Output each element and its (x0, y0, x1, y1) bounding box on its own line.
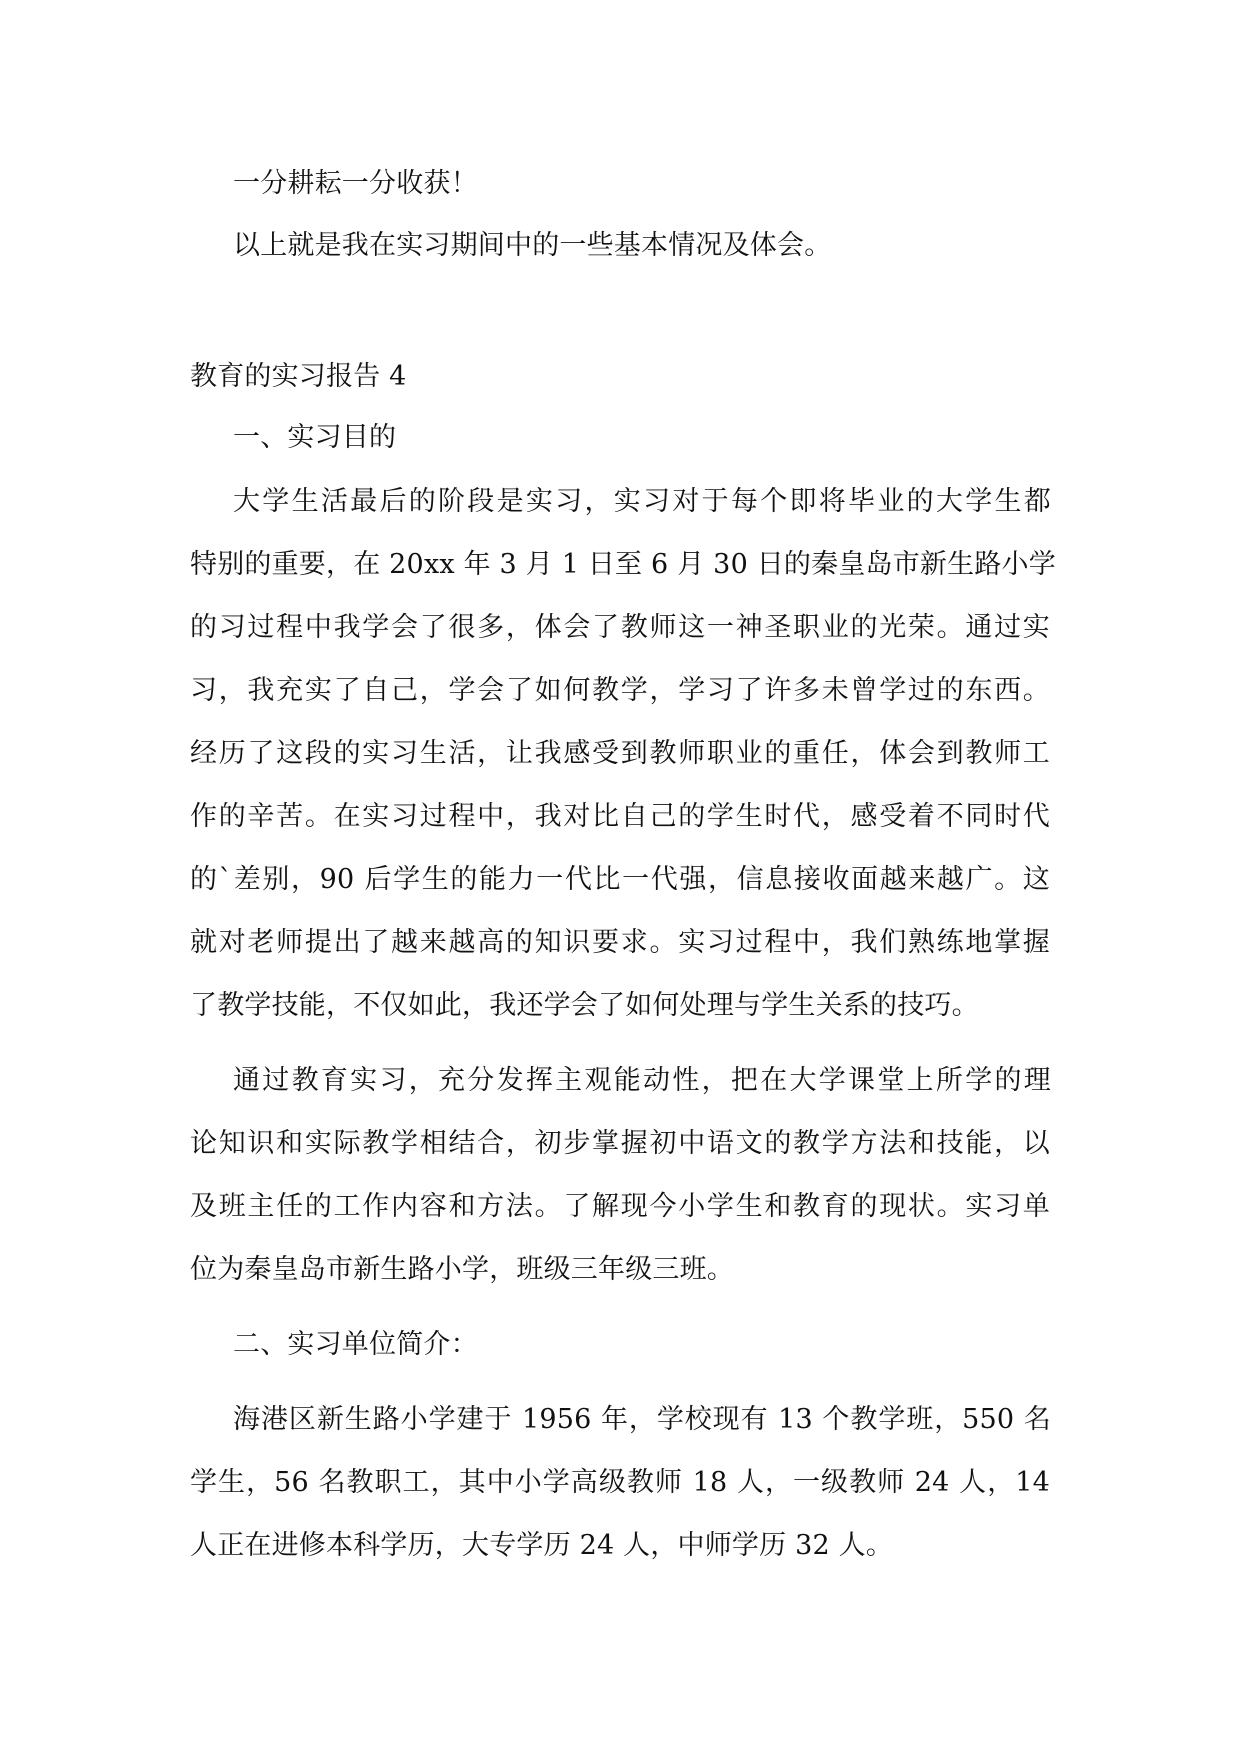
text-line: 人正在进修本科学历，大专学历 24 人，中师学历 32 人。 (190, 1530, 894, 1561)
section-heading: 二、实习单位简介： (233, 1329, 478, 1360)
section-heading: 一、实习目的 (233, 422, 397, 453)
text-line: 作的辛苦。在实习过程中，我对比自己的学生时代，感受着不同时代 (190, 801, 1050, 832)
text-line: 大学生活最后的阶段是实习，实习对于每个即将毕业的大学生都 (233, 486, 1051, 517)
text-line: 学生，56 名教职工，其中小学高级教师 18 人，一级教师 24 人，14 (190, 1467, 1050, 1498)
text-line: 经历了这段的实习生活，让我感受到教师职业的重任，体会到教师工 (190, 738, 1050, 769)
text-line: 的习过程中我学会了很多，体会了教师这一神圣职业的光荣。通过实 (190, 612, 1050, 643)
text-line: 及班主任的工作内容和方法。了解现今小学生和教育的现状。实习单 (190, 1191, 1050, 1222)
text-line: 的`差别，90 后学生的能力一代比一代强，信息接收面越来越广。这 (190, 864, 1050, 895)
text-line: 就对老师提出了越来越高的知识要求。实习过程中，我们熟练地掌握 (190, 927, 1050, 958)
text-line: 论知识和实际教学相结合，初步掌握初中语文的教学方法和技能，以 (190, 1128, 1050, 1159)
text-line: 位为秦皇岛市新生路小学，班级三年级三班。 (190, 1254, 734, 1285)
text-line: 海港区新生路小学建于 1956 年，学校现有 13 个教学班，550 名 (233, 1404, 1051, 1435)
text-line: 了教学技能，不仅如此，我还学会了如何处理与学生关系的技巧。 (190, 990, 979, 1021)
text-line: 一分耕耘一分收获！ (233, 168, 478, 199)
section-title: 教育的实习报告 4 (190, 361, 407, 392)
text-line: 习，我充实了自己，学会了如何教学，学习了许多未曾学过的东西。 (190, 675, 1050, 706)
text-line: 以上就是我在实习期间中的一些基本情况及体会。 (233, 230, 832, 261)
text-line: 特别的重要，在 20xx 年 3 月 1 日至 6 月 30 日的秦皇岛市新生路小学 (190, 549, 1056, 580)
text-line: 通过教育实习，充分发挥主观能动性，把在大学课堂上所学的理 (233, 1065, 1051, 1096)
